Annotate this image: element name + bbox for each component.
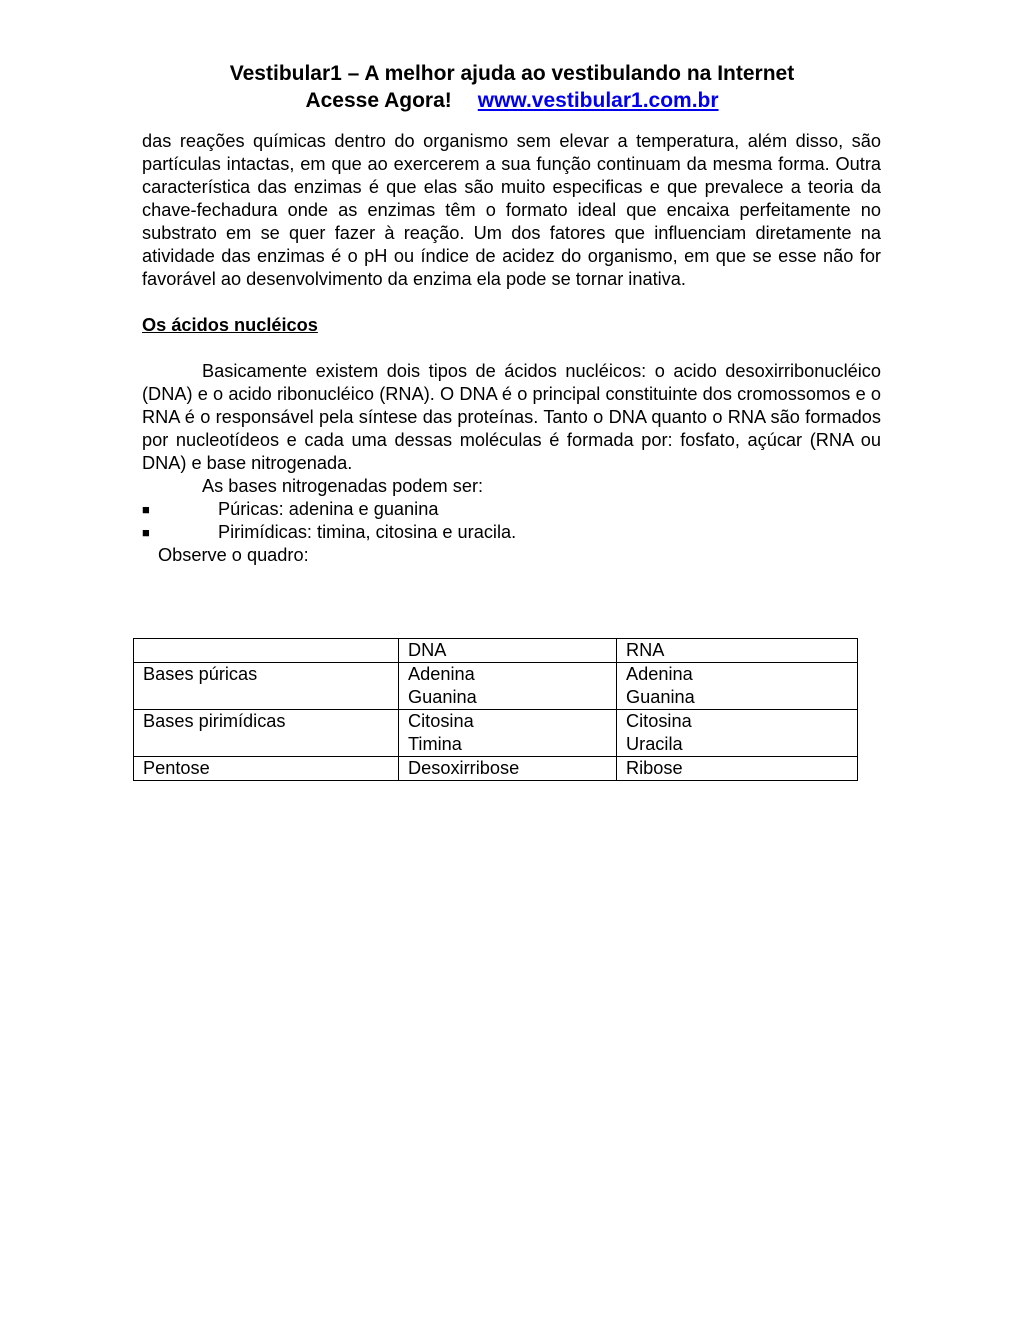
table-cell bbox=[617, 663, 858, 710]
table-cell-value: Adenina bbox=[626, 664, 693, 684]
header-access-label: Acesse Agora! bbox=[305, 89, 452, 112]
table-cell-value: Desoxirribose bbox=[408, 758, 520, 778]
table-row-label: Bases pirimídicas bbox=[134, 710, 399, 757]
table-header-cell: RNA bbox=[617, 639, 858, 663]
nucleic-acids-paragraph: Basicamente existem dois tipos de ácidos nucléicos: o acido desoxirribonucléico (DNA) e o acido ribonucléico (RNA). O DNA é o principal constituinte dos cromossomos e o RNA é o responsável pela síntese das proteínas. Tanto o DNA quanto o RNA são formados por nucleotídeos e cada uma dessas moléculas é formada por: fosfato, açúcar (RNA ou DNA) e base nitrogenada. bbox=[142, 361, 881, 473]
section-heading: Os ácidos nucléicos bbox=[142, 315, 318, 335]
page-header bbox=[0, 60, 1024, 114]
table-row-label: Pentose bbox=[134, 757, 399, 781]
table-row bbox=[134, 663, 858, 710]
table-cell bbox=[399, 757, 617, 781]
list-item-text: Pirimídicas: timina, citosina e uracila. bbox=[218, 522, 517, 542]
square-bullet-icon: ■ bbox=[142, 525, 150, 540]
table-cell-value: Ribose bbox=[626, 758, 683, 778]
table-cell-value: Citosina bbox=[408, 711, 474, 731]
intro-paragraph: das reações químicas dentro do organismo sem elevar a temperatura, além disso, são partículas intactas, em que ao exercerem a sua função continuam da mesma forma. Outra característica das enzimas é que elas são muito especificas e que prevalece a teoria da chave-fechadura onde as enzimas têm o formato ideal que encaixa perfeitamente no substrato em se quer fazer à reação. Um dos fatores que influenciam diretamente na atividade das enzimas é o pH ou índice de acidez do organismo, em que se esse não for favorável ao desenvolvimento da enzima ela pode se tornar inativa. bbox=[142, 131, 881, 289]
table-cell-value: Uracila bbox=[626, 734, 683, 754]
table-cell-value: Timina bbox=[408, 734, 462, 754]
table-cell-value: Citosina bbox=[626, 711, 692, 731]
table-row-label: Bases púricas bbox=[134, 663, 399, 710]
table-row bbox=[134, 757, 858, 781]
bases-intro: As bases nitrogenadas podem ser: bbox=[202, 476, 484, 496]
table-cell bbox=[399, 710, 617, 757]
list-item bbox=[142, 498, 881, 521]
table-header-row bbox=[134, 639, 858, 663]
table-cell bbox=[617, 710, 858, 757]
table-row bbox=[134, 710, 858, 757]
site-link[interactable]: www.vestibular1.com.br bbox=[477, 89, 719, 112]
square-bullet-icon: ■ bbox=[142, 502, 150, 517]
header-access-line bbox=[0, 87, 1024, 114]
list-item-text: Púricas: adenina e guanina bbox=[218, 499, 439, 519]
table-cell-value: Guanina bbox=[408, 687, 477, 707]
list-item bbox=[142, 521, 881, 544]
bases-list bbox=[142, 498, 881, 544]
table-cell-value: Adenina bbox=[408, 664, 475, 684]
document-body bbox=[142, 130, 881, 567]
observe-label: Observe o quadro: bbox=[158, 545, 309, 565]
header-title: Vestibular1 – A melhor ajuda ao vestibulando na Internet bbox=[229, 62, 795, 85]
table-header-cell: DNA bbox=[399, 639, 617, 663]
table-cell-value: Guanina bbox=[626, 687, 695, 707]
table-cell bbox=[399, 663, 617, 710]
table-header-cell bbox=[134, 639, 399, 663]
table-cell bbox=[617, 757, 858, 781]
nucleic-acids-table bbox=[133, 638, 858, 781]
